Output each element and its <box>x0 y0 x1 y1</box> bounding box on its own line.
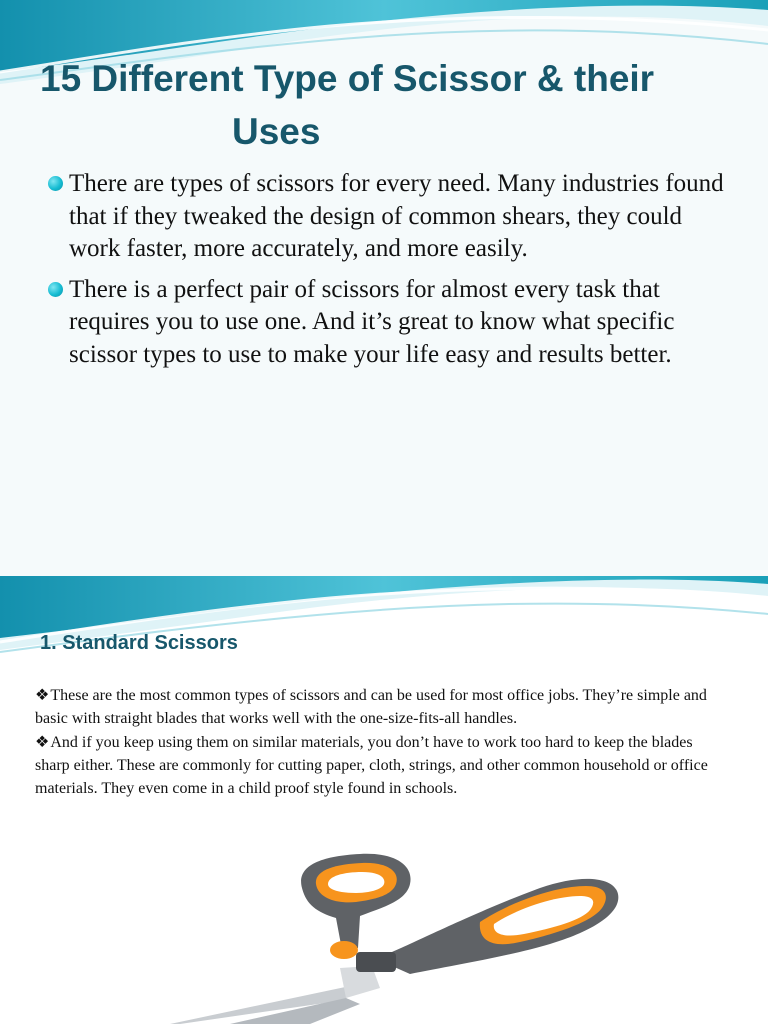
title-line-1: 15 Different Type of Scissor & their <box>40 58 655 99</box>
section-body <box>35 684 725 800</box>
paragraph-text: And if you keep using them on similar materials, you don’t have to work too hard to keep the blades sharp either. These are commonly for cutting paper, cloth, strings, and other common household or office materials. They even come in a child proof style found in schools. <box>35 733 708 798</box>
scissors-photo <box>110 848 630 1024</box>
diamond-bullet-icon: ❖ <box>35 733 50 751</box>
paragraph <box>35 684 725 731</box>
paragraph-text: These are the most common types of scissors and can be used for most office jobs. They’re simple and basic with straight blades that works well with the one-size-fits-all handles. <box>35 687 707 728</box>
bullet-dot-icon <box>48 282 63 297</box>
bullet-dot-icon <box>48 176 63 191</box>
bullet-text: There are types of scissors for every need. Many industries found that if they tweaked the design of common shears, they could work faster, more accurately, and more easily. <box>69 170 724 262</box>
paragraph <box>35 731 725 801</box>
intro-bullet-list <box>48 168 738 379</box>
slide-standard-scissors <box>0 576 768 1024</box>
title-line-2: Uses <box>232 111 321 152</box>
slide-title <box>40 52 740 158</box>
diamond-bullet-icon: ❖ <box>35 687 50 704</box>
bullet-text: There is a perfect pair of scissors for almost every task that requires you to use one. And it’s great to know what specific scissor types to use to make your life easy and results better. <box>69 275 675 368</box>
bullet-item <box>48 168 738 266</box>
bullet-item <box>48 274 738 372</box>
section-title: 1. Standard Scissors <box>40 632 238 654</box>
